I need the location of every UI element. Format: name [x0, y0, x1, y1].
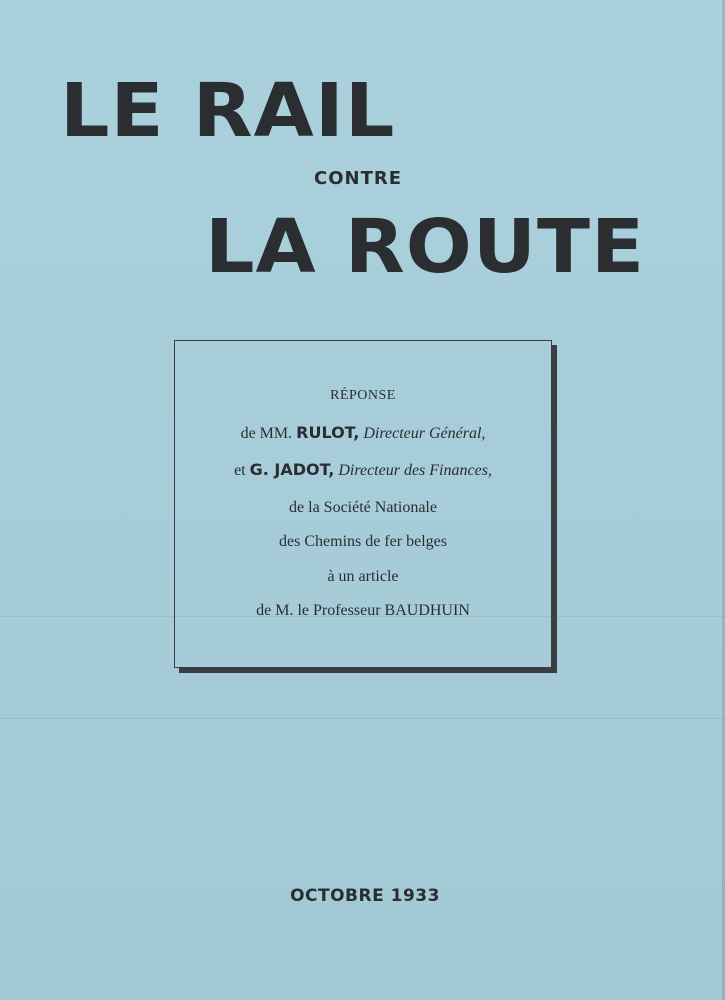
response-heading: RÉPONSE [330, 388, 396, 403]
author-name: G. JADOT, [249, 460, 335, 479]
author-role: Directeur Général, [359, 425, 486, 442]
publication-date: OCTOBRE 1933 [290, 886, 440, 906]
article-line: à un article [327, 568, 399, 585]
response-box [174, 340, 552, 668]
author-name: RULOT, [296, 423, 360, 442]
author-line-2 [175, 462, 551, 479]
title-connector: CONTRE [314, 168, 403, 189]
article-author-line: de M. le Professeur BAUDHUIN [256, 602, 470, 619]
author-line-1 [175, 425, 551, 442]
title-line-2: LA ROUTE [205, 204, 646, 290]
paper-fold [0, 718, 725, 719]
organization-line: de la Société Nationale [289, 499, 437, 516]
title-line-1: LE RAIL [60, 68, 396, 154]
organization-line: des Chemins de fer belges [279, 533, 447, 550]
author-prefix: et [234, 462, 250, 479]
author-prefix: de MM. [240, 425, 297, 442]
author-role: Directeur des Finances, [334, 462, 492, 479]
